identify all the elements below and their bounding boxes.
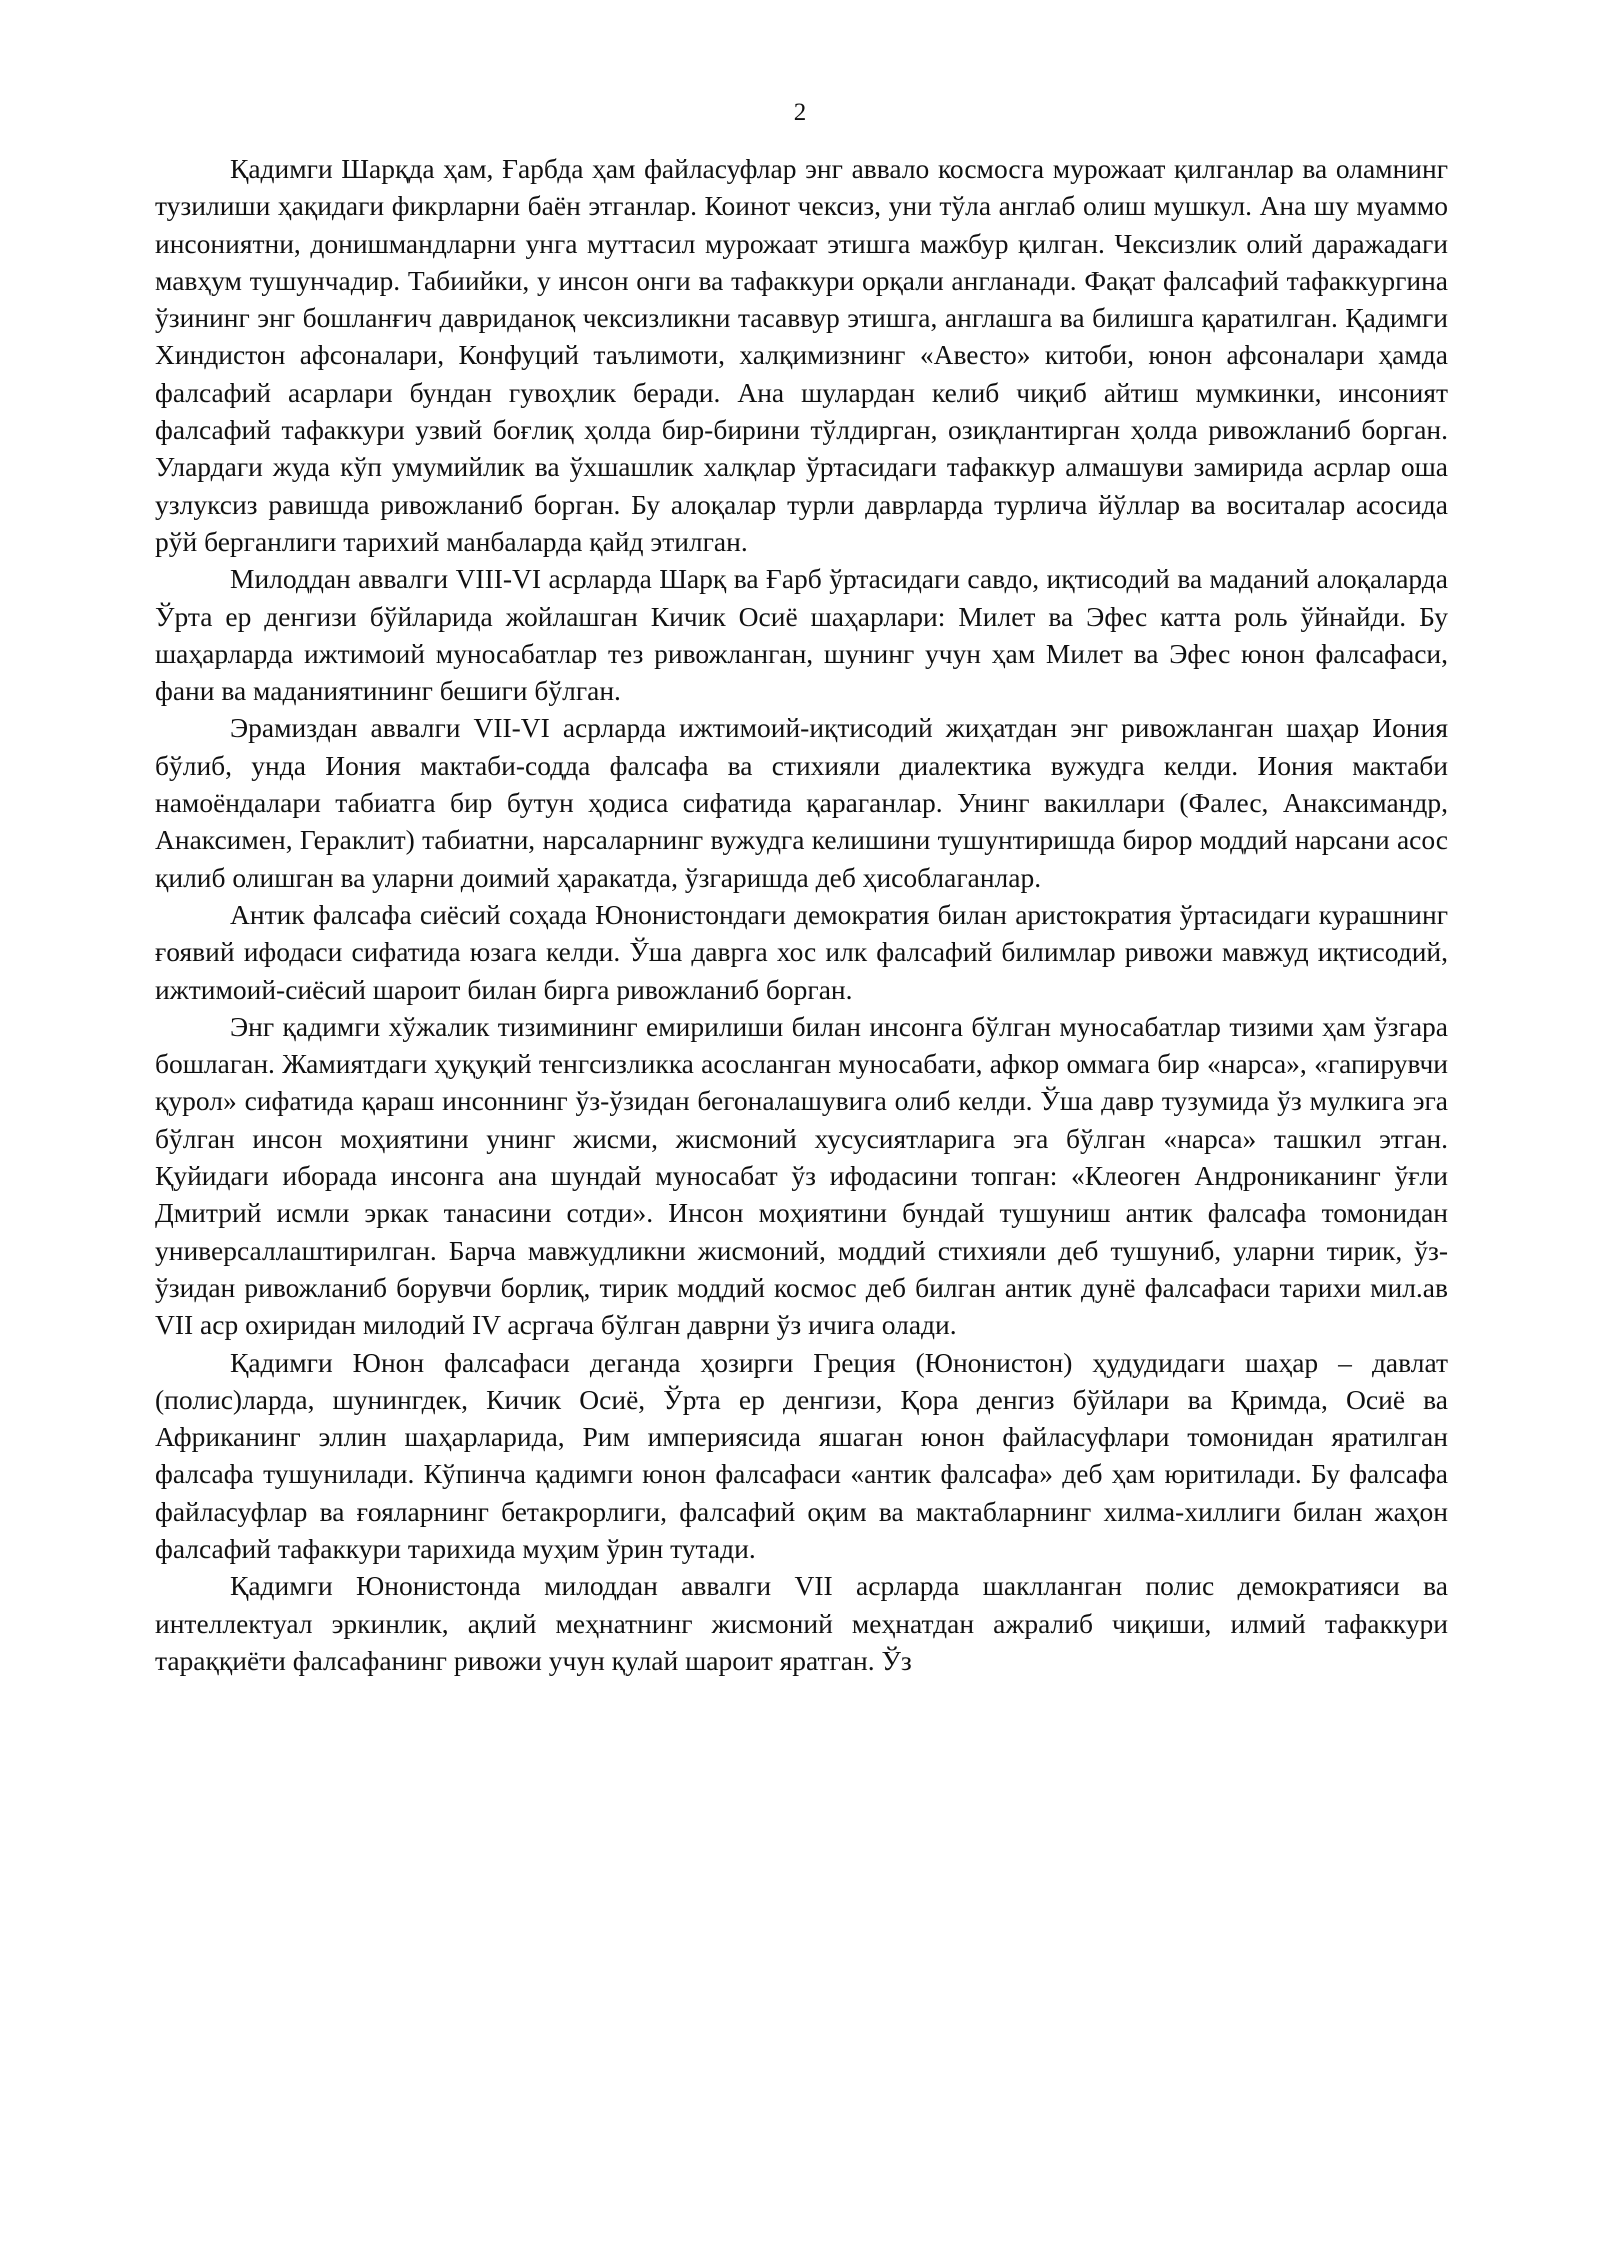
paragraph-5: Энг қадимги хўжалик тизимининг емирилиши билан инсонга бўлган муносабатлар тизими ҳам ўзгара бошлаган. Жамиятдаги ҳуқуқий тенгсизликка асосланган муносабати, афкор оммага бир «нарса», «гапирувчи қурол» сифатида қараш инсоннинг ўз-ўзидан бегоналашувига олиб келди. Ўша давр тузумида ўз мулкига эга бўлган инсон моҳиятини унинг жисми, жисмоний хусусиятларига эга бўлган «нарса» ташкил этган. Қуйидаги иборада инсонга ана шундай муносабат ўз ифодасини топган: «Клеоген Андроникaнинг ўғли Дмитрий исмли эркак танасини сотди». Инсон моҳиятини бундай тушуниш антик фалсафа томонидан универсаллаштирилган. Барча мавжудликни жисмоний, моддий стихияли деб тушуниб, уларни тирик, ўз-ўзидан ривожланиб борувчи борлиқ, тирик моддий космос деб билган антик дунё фалсафаси тарихи мил.ав VII аср охиридан милодий IV асргача бўлган даврни ўз ичига олади. xyxy=(155,1010,1448,1341)
body-text xyxy=(155,150,1448,1679)
paragraph-4: Антик фалсафа сиёсий соҳада Юнонистондаги демократия билан аристократия ўртасидаги курашнинг ғоявий ифодаси сифатида юзага келди. Ўша даврга хос илк фалсафий билимлар ривожи мавжуд иқтисодий, ижтимоий-сиёсий шароит билан бирга ривожланиб борган. xyxy=(155,898,1448,1005)
paragraph-3: Эрамиздан аввалги VII-VI асрларда ижтимоий-иқтисодий жиҳатдан энг ривожланган шаҳар Иония бўлиб, унда Иония мактаби-содда фалсафа ва стихияли диалектика вужудга келди. Иония мактаби намоёндалари табиатга бир бутун ҳодиса сифатида қараганлар. Унинг вакиллари (Фалес, Анаксимандр, Анаксимен, Гераклит) табиатни, нарсаларнинг вужудга келишини тушунтиришда бирор моддий нарсани асос қилиб олишган ва уларни доимий ҳаракатда, ўзгаришда деб ҳисоблаганлар. xyxy=(155,712,1448,893)
paragraph-6: Қадимги Юнон фалсафаси деганда ҳозирги Греция (Юнонистон) ҳудудидаги шаҳар – давлат (полис)ларда, шунингдек, Кичик Осиё, Ўрта ер денгизи, Қора денгиз бўйлари ва Қримда, Осиё ва Африканинг эллин шаҳарларида, Рим империясида яшаган юнон файласуфлари томонидан яратилган фалсафа тушунилади. Кўпинча қадимги юнон фалсафаси «антик фалсафа» деб ҳам юритилади. Бу фалсафа файласуфлар ва ғояларнинг бетакрорлиги, фалсафий оқим ва мактабларнинг хилма-хиллиги билан жаҳон фалсафий тафаккури тарихида муҳим ўрин тутади. xyxy=(155,1346,1448,1564)
paragraph-7: Қадимги Юнонистонда милоддан аввалги VII асрларда шаклланган полис демократияси ва интеллектуал эркинлик, ақлий меҳнатнинг жисмоний меҳнатдан ажралиб чиқиши, илмий тафаккури тараққиёти фалсафанинг ривожи учун қулай шароит яратган. Ўз xyxy=(155,1570,1448,1676)
paragraph-1: Қадимги Шарқда ҳам, Ғарбда ҳам файласуфлар энг аввало космосга мурожаат қилганлар ва оламнинг тузилиши ҳақидаги фикрларни баён этганлар. Коинот чексиз, уни тўла англаб олиш мушкул. Ана шу муаммо инсониятни, донишмандларни унга муттасил мурожаат этишга мажбур қилган. Чексизлик олий даражадаги мавҳум тушунчадир. Табиийки, у инсон онги ва тафаккури орқали англанади. Фақат фалсафий тафаккургина ўзининг энг бошланғич давриданоқ чексизликни тасаввур этишга, англашга ва билишга қаратилган. Қадимги Хиндистон афсоналари, Конфуций таълимоти, халқимизнинг «Авесто» китоби, юнон афсоналари ҳамда фалсафий асарлари бундан гувоҳлик беради. Ана шулардан келиб чиқиб айтиш мумкинки, инсоният фалсафий тафаккури узвий боғлиқ ҳолда бир-бирини тўлдирган, озиқлантирган ҳолда ривожланиб борган. Улардаги жуда кўп умумийлик ва ўхшашлик халқлар ўртасидаги тафаккур алмашуви замирида асрлар оша узлуксиз равишда ривожланиб борган. Бу алоқалар турли даврларда турлича йўллар ва воситалар асосида рўй берганлиги тарихий манбаларда қайд этилган. xyxy=(155,153,1448,557)
paragraph-2: Милоддан аввалги VIII-VI асрларда Шарқ ва Ғарб ўртасидаги савдо, иқтисодий ва маданий алоқаларда Ўрта ер денгизи бўйларида жойлашган Кичик Осиё шаҳарлари: Милет ва Эфес катта роль ўйнайди. Бу шаҳарларда ижтимоий муносабатлар тез ривожланган, шунинг учун ҳам Милет ва Эфес юнон фалсафаси, фани ва маданиятининг бешиги бўлган. xyxy=(155,563,1448,707)
page-number: 2 xyxy=(793,99,807,126)
